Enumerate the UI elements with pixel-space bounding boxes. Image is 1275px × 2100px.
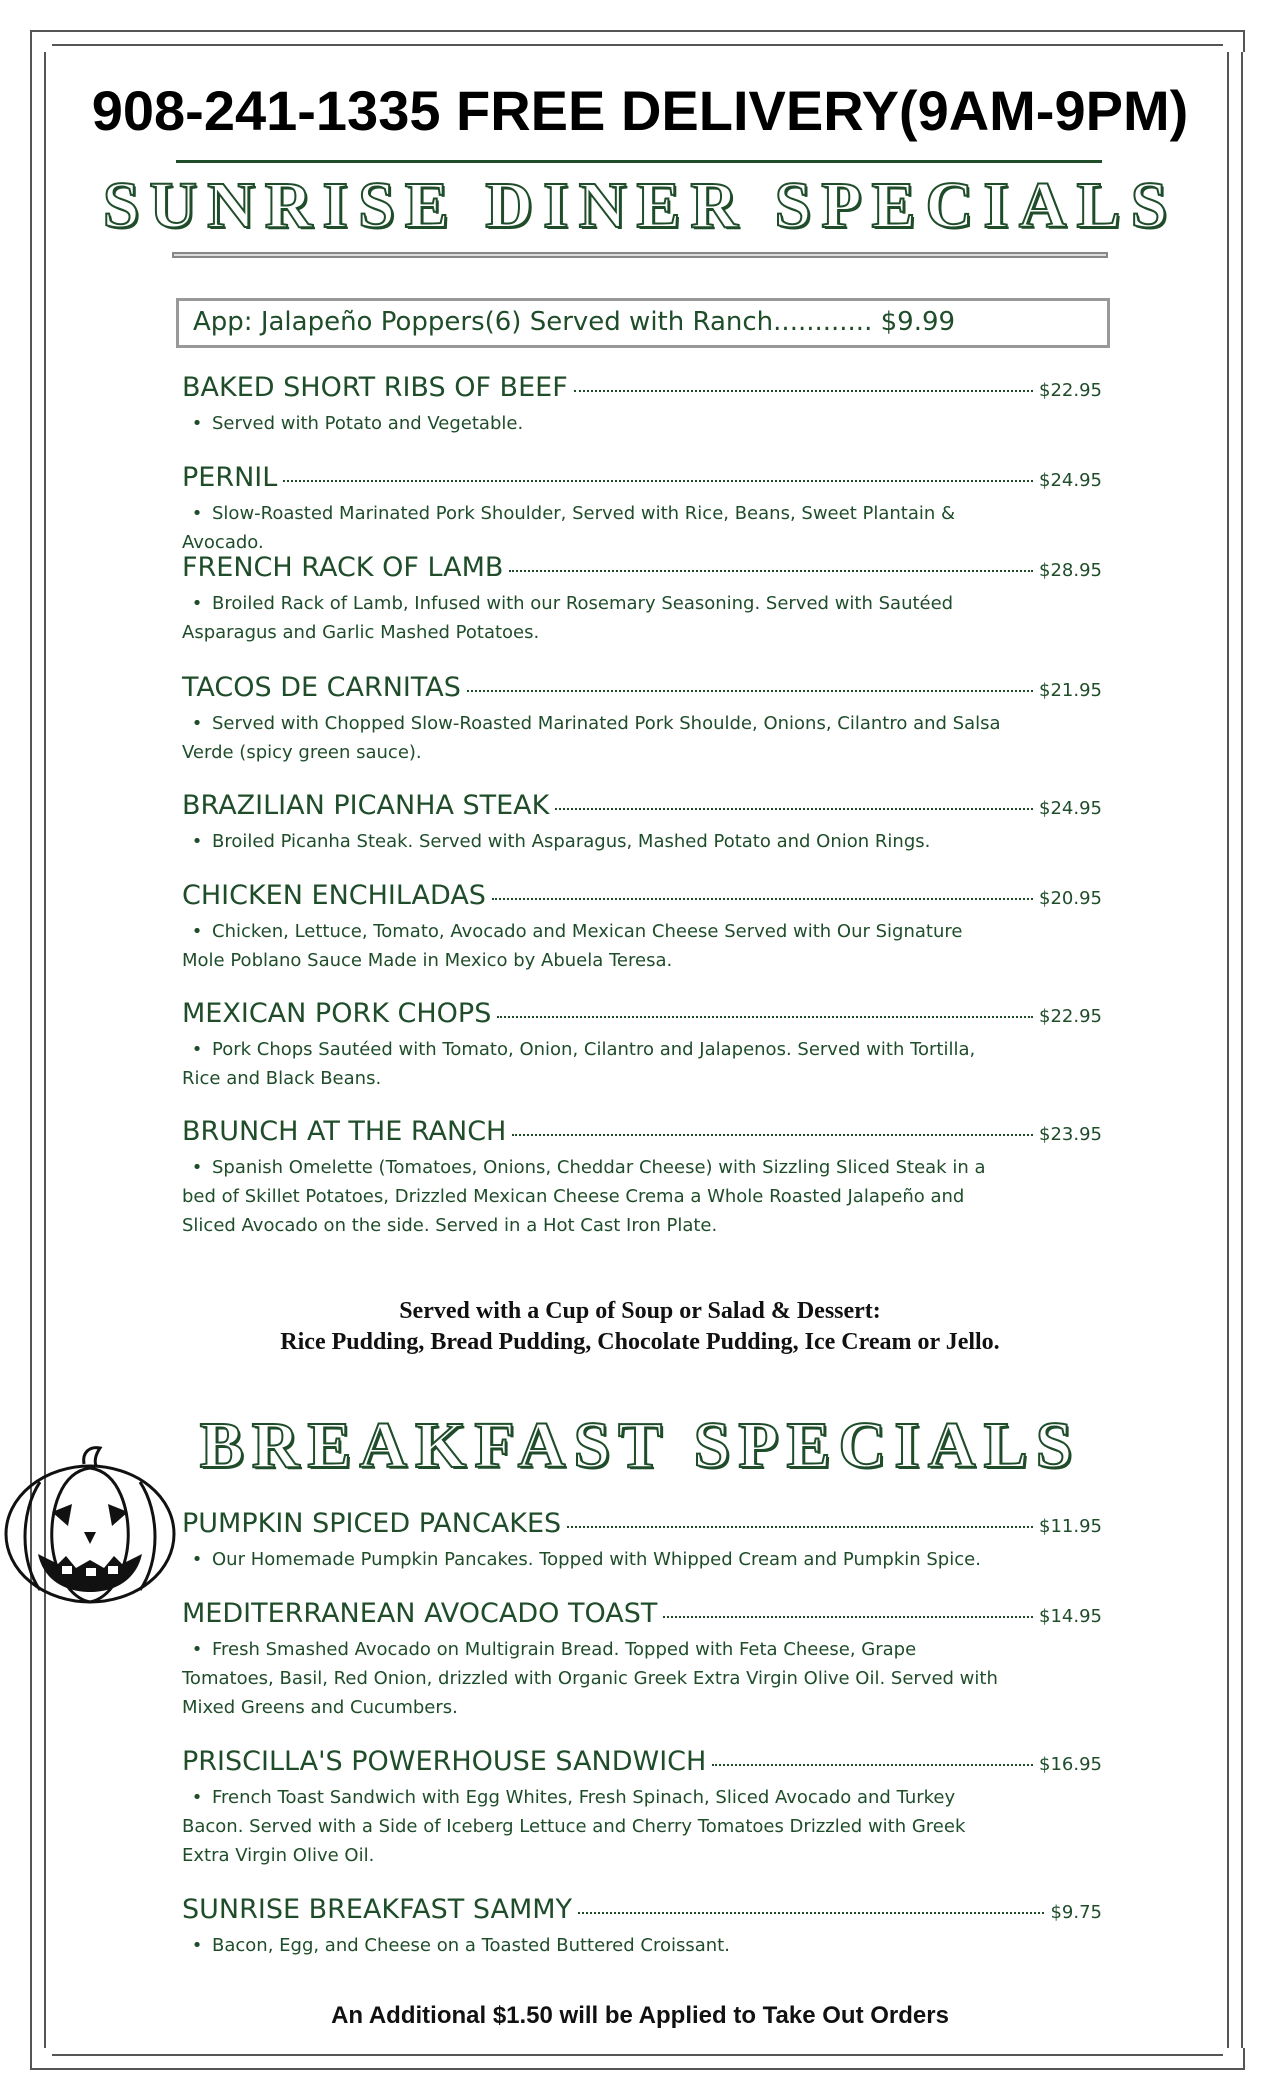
menu-item [182, 880, 1102, 975]
menu-item [182, 998, 1102, 1093]
appetizer-text: App: Jalapeño Poppers(6) Served with Ranch............ $9.99 [193, 307, 956, 337]
appetizer-box [176, 298, 1110, 348]
dot-leader [567, 1526, 1033, 1528]
dot-leader [555, 808, 1033, 810]
bullet-icon: • [191, 1157, 203, 1178]
menu-item-name: PUMPKIN SPICED PANCAKES [182, 1508, 562, 1539]
breakfast-title: BREAKFAST SPECIALS [199, 1409, 1081, 1482]
menu-item [182, 1116, 1102, 1240]
menu-item-name: TACOS DE CARNITAS [182, 672, 461, 703]
menu-item-name: MEDITERRANEAN AVOCADO TOAST [182, 1598, 658, 1629]
menu-item [182, 672, 1102, 767]
served-note-line: Rice Pudding, Bread Pudding, Chocolate Pudding, Ice Cream or Jello. [280, 1329, 1000, 1355]
title-underline [172, 252, 1108, 258]
menu-item-description: Broiled Rack of Lamb, Infused with our Rosemary Seasoning. Served with Sautéed Asparagus and Garlic Mashed Potatoes. [182, 593, 954, 643]
bullet-icon: • [191, 1935, 203, 1956]
menu-item-price: $21.95 [1039, 680, 1102, 701]
dot-leader [574, 390, 1033, 392]
menu-item-description: Spanish Omelette (Tomatoes, Onions, Cheddar Cheese) with Sizzling Sliced Steak in a bed of Skillet Potatoes, Drizzled Mexican Cheese Crema a Whole Roasted Jalapeño and Sliced Avocado on the side. Served in a Hot Cast Iron Plate. [182, 1157, 986, 1236]
menu-item-name: FRENCH RACK OF LAMB [182, 552, 504, 583]
menu-item-price: $22.95 [1039, 380, 1102, 401]
menu-item-name: MEXICAN PORK CHOPS [182, 998, 492, 1029]
menu-item [182, 1508, 1102, 1574]
dot-leader [512, 1134, 1033, 1136]
menu-item-price: $22.95 [1039, 1006, 1102, 1027]
bullet-icon: • [191, 1639, 203, 1660]
bullet-icon: • [191, 713, 203, 734]
bullet-icon: • [191, 593, 203, 614]
bullet-icon: • [191, 1549, 203, 1570]
page-title: SUNRISE DINER SPECIALS [102, 169, 1178, 242]
menu-item [182, 462, 1102, 557]
menu-item-name: PERNIL [182, 462, 278, 493]
menu-item-price: $24.95 [1039, 798, 1102, 819]
menu-item-name: BRUNCH AT THE RANCH [182, 1116, 507, 1147]
menu-item [182, 1746, 1102, 1870]
menu-item-description: Pork Chops Sautéed with Tomato, Onion, Cilantro and Jalapenos. Served with Tortilla, Rice and Black Beans. [182, 1039, 976, 1089]
dot-leader [712, 1764, 1033, 1766]
dot-leader [663, 1616, 1033, 1618]
bullet-icon: • [191, 413, 203, 434]
bullet-icon: • [191, 831, 203, 852]
menu-item [182, 552, 1102, 647]
served-with-note [60, 1296, 1220, 1358]
menu-item-description: Served with Potato and Vegetable. [212, 413, 524, 434]
menu-item-name: BRAZILIAN PICANHA STEAK [182, 790, 550, 821]
menu-item-description: Fresh Smashed Avocado on Multigrain Bread. Topped with Feta Cheese, Grape Tomatoes, Basil, Red Onion, drizzled with Organic Greek Extra Virgin Olive Oil. Served with Mixed Greens and Cucumbers. [182, 1639, 998, 1718]
menu-item-price: $9.75 [1050, 1902, 1102, 1923]
menu-item-description: Broiled Picanha Steak. Served with Asparagus, Mashed Potato and Onion Rings. [212, 831, 931, 852]
menu-item-name: SUNRISE BREAKFAST SAMMY [182, 1894, 573, 1925]
dot-leader [509, 570, 1033, 572]
jack-o-lantern-icon [0, 1442, 180, 1612]
dot-leader [467, 690, 1033, 692]
frame-corner [1223, 30, 1245, 52]
menu-item-name: PRISCILLA'S POWERHOUSE SANDWICH [182, 1746, 707, 1777]
menu-item-description: Served with Chopped Slow-Roasted Marinated Pork Shoulde, Onions, Cilantro and Salsa Verde (spicy green sauce). [182, 713, 1001, 763]
menu-item [182, 790, 1102, 856]
dot-leader [578, 1912, 1044, 1914]
menu-item-price: $23.95 [1039, 1124, 1102, 1145]
bullet-icon: • [191, 1039, 203, 1060]
menu-item-name: BAKED SHORT RIBS OF BEEF [182, 372, 568, 403]
dot-leader [283, 480, 1033, 482]
menu-item-description: Our Homemade Pumpkin Pancakes. Topped with Whipped Cream and Pumpkin Spice. [212, 1549, 981, 1570]
menu-item-description: Bacon, Egg, and Cheese on a Toasted Buttered Croissant. [212, 1935, 730, 1956]
frame-corner [30, 30, 52, 52]
served-note-line: Served with a Cup of Soup or Salad & Dessert: [399, 1298, 881, 1324]
takeout-surcharge-note: An Additional $1.50 will be Applied to Take Out Orders [331, 2002, 949, 2029]
frame-corner [30, 2048, 52, 2070]
dot-leader [497, 1016, 1033, 1018]
menu-item [182, 1894, 1102, 1960]
menu-item-price: $24.95 [1039, 470, 1102, 491]
title-divider [176, 160, 1102, 163]
menu-item-price: $11.95 [1039, 1516, 1102, 1537]
menu-item-description: French Toast Sandwich with Egg Whites, Fresh Spinach, Sliced Avocado and Turkey Bacon. Served with a Side of Iceberg Lettuce and Cherry Tomatoes Drizzled with Greek Extra Virgin Olive Oil. [182, 1787, 966, 1866]
bullet-icon: • [191, 503, 203, 524]
delivery-phone-heading: 908-241-1335 FREE DELIVERY(9AM-9PM) [91, 79, 1189, 142]
bullet-icon: • [191, 1787, 203, 1808]
menu-item-price: $14.95 [1039, 1606, 1102, 1627]
dot-leader [492, 898, 1033, 900]
menu-item-price: $16.95 [1039, 1754, 1102, 1775]
menu-item-description: Chicken, Lettuce, Tomato, Avocado and Mexican Cheese Served with Our Signature Mole Poblano Sauce Made in Mexico by Abuela Teresa. [182, 921, 963, 971]
menu-item-name: CHICKEN ENCHILADAS [182, 880, 486, 911]
menu-item [182, 1598, 1102, 1722]
frame-corner [1223, 2048, 1245, 2070]
menu-item-price: $20.95 [1039, 888, 1102, 909]
menu-item [182, 372, 1102, 438]
bullet-icon: • [191, 921, 203, 942]
menu-item-price: $28.95 [1039, 560, 1102, 581]
menu-item-description: Slow-Roasted Marinated Pork Shoulder, Served with Rice, Beans, Sweet Plantain & Avocado. [182, 503, 956, 553]
